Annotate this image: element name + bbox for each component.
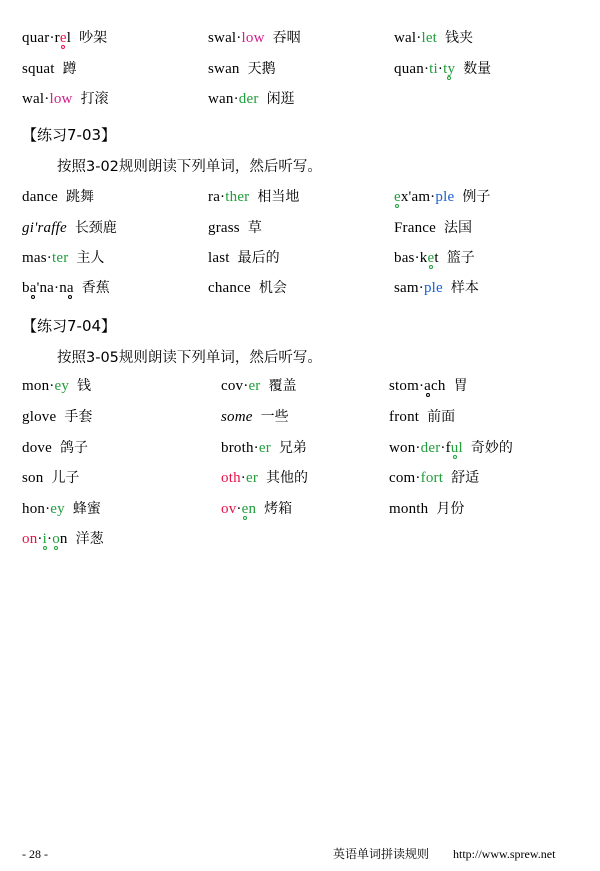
exercise-title: 【练习7-03】 (22, 126, 117, 144)
vocab-meaning: 鸽子 (59, 440, 88, 456)
word-segment: low (241, 30, 265, 46)
word-segment: stom· (389, 378, 425, 394)
vocab-meaning: 前面 (427, 409, 456, 425)
word-segment: · (236, 501, 242, 517)
word-segment: e (59, 30, 67, 46)
vocab-word (22, 409, 56, 425)
word-segment: ther (225, 189, 250, 205)
vocab-meaning: 洋葱 (75, 531, 104, 547)
vocab-word (394, 189, 454, 205)
vocab-row (0, 527, 600, 551)
word-segment: quan· (394, 61, 430, 77)
word-segment: com· (389, 470, 421, 486)
vocab-meaning: 例子 (462, 189, 491, 205)
word-segment: quar·r (22, 30, 60, 46)
vocab-word (22, 501, 65, 517)
vocab-row (0, 497, 600, 521)
word-segment: ty (443, 61, 456, 77)
exercise-instruction: 按照3-05规则朗读下列单词，然后听写。 (57, 350, 322, 366)
exercise-instruction: 按照3-02规则朗读下列单词，然后听写。 (57, 159, 322, 175)
word-segment: ·f (440, 440, 451, 456)
vocab-word (208, 61, 240, 77)
vocab-entry (22, 497, 101, 521)
vocab-word (221, 440, 271, 456)
word-segment: der (238, 91, 259, 107)
word-segment: wal· (22, 91, 50, 107)
word-segment: hon· (22, 501, 51, 517)
vocab-word (22, 470, 43, 486)
vocab-meaning: 月份 (436, 501, 465, 517)
vocab-entry (208, 57, 276, 81)
word-segment: · (240, 470, 246, 486)
word-segment: 'na·n (36, 280, 67, 296)
vocab-word (389, 470, 443, 486)
word-segment: a (66, 280, 74, 296)
word-segment: dove (22, 440, 52, 456)
word-segment: son (22, 470, 44, 486)
vocab-word (221, 470, 258, 486)
vocab-meaning: 样本 (450, 280, 479, 296)
word-segment: ter (51, 250, 69, 266)
word-segment: er (245, 470, 259, 486)
vocab-meaning: 长颈鹿 (74, 220, 117, 236)
vocab-entry (389, 436, 513, 460)
vocab-word (208, 30, 265, 46)
vocab-entry (22, 216, 117, 240)
vocab-word (389, 409, 419, 425)
word-segment: cov· (221, 378, 249, 394)
word-segment: wan· (208, 91, 239, 107)
word-segment: let (421, 30, 438, 46)
vocab-meaning: 胃 (453, 378, 468, 394)
vocab-word (22, 440, 52, 456)
word-segment: swal· (208, 30, 242, 46)
word-segment: low (49, 91, 73, 107)
vocab-word (22, 378, 69, 394)
vocab-entry (208, 26, 301, 50)
word-segment: won· (389, 440, 421, 456)
vocab-meaning: 机会 (258, 280, 287, 296)
page-number: - 28 - (22, 847, 48, 861)
vocab-entry (394, 185, 490, 209)
vocab-word (394, 61, 455, 77)
vocab-row (0, 57, 600, 81)
vocab-meaning: 跳舞 (65, 189, 94, 205)
vocab-entry (208, 276, 287, 300)
vocab-entry (389, 374, 468, 398)
word-segment: ple (423, 280, 443, 296)
word-segment: swan (208, 61, 240, 77)
vocab-entry (208, 216, 262, 240)
book-title: 英语单词拼读规则 (333, 847, 430, 861)
word-segment: · (437, 61, 444, 77)
word-segment: France (394, 220, 437, 236)
word-segment: front (389, 409, 420, 425)
vocab-meaning: 手套 (64, 409, 93, 425)
vocab-entry (22, 405, 92, 429)
vocab-meaning: 打滚 (80, 91, 109, 107)
vocab-meaning: 篮子 (446, 250, 475, 266)
vocab-entry (208, 87, 295, 111)
vocab-entry (221, 374, 297, 398)
vocab-entry (22, 185, 94, 209)
vocab-entry (221, 466, 308, 490)
vocab-row (0, 436, 600, 460)
vocab-row (0, 246, 600, 270)
word-segment: bas·k (394, 250, 428, 266)
vocab-meaning: 法国 (444, 220, 473, 236)
vocab-entry (22, 246, 104, 270)
vocab-word (208, 220, 240, 236)
word-segment: mas· (22, 250, 52, 266)
word-segment: broth· (221, 440, 259, 456)
word-segment: sam· (394, 280, 424, 296)
vocab-meaning: 吵架 (79, 30, 108, 46)
word-segment: fort (420, 470, 444, 486)
vocab-row (0, 276, 600, 300)
word-segment: ple (435, 189, 455, 205)
word-segment: n (248, 501, 257, 517)
word-segment: · (46, 531, 53, 547)
word-segment: u (450, 440, 459, 456)
vocab-meaning: 兄弟 (278, 440, 307, 456)
vocab-entry (221, 405, 289, 429)
vocab-word (389, 378, 446, 394)
vocab-word (389, 440, 463, 456)
word-segment: ti (429, 61, 438, 77)
word-segment: ra· (208, 189, 226, 205)
vocab-entry (208, 185, 299, 209)
vocab-word (22, 189, 58, 205)
vocab-word (208, 91, 259, 107)
vocab-entry (389, 497, 464, 521)
vocab-row (0, 87, 600, 111)
site-url: http://www.sprew.net (453, 847, 556, 861)
vocab-meaning: 最后的 (237, 250, 280, 266)
vocab-word (221, 409, 253, 425)
vocab-row (0, 185, 600, 209)
word-segment: t (434, 250, 439, 266)
word-segment: chance (208, 280, 251, 296)
word-segment: i (42, 531, 47, 547)
vocab-word (22, 531, 68, 547)
vocab-word (394, 280, 443, 296)
vocab-entry (221, 436, 307, 460)
vocab-entry (22, 57, 77, 81)
vocab-word (22, 280, 74, 296)
word-segment: · (37, 531, 43, 547)
vocab-meaning: 钱夹 (445, 30, 474, 46)
word-segment: gi'raffe (22, 220, 67, 236)
word-segment: x'am· (400, 189, 436, 205)
vocab-word (208, 250, 230, 266)
word-segment: e (427, 250, 435, 266)
vocab-word (221, 378, 261, 394)
vocab-word (208, 189, 249, 205)
vocab-word (22, 250, 68, 266)
vocab-entry (22, 87, 109, 111)
vocab-entry (22, 276, 110, 300)
vocab-word (22, 30, 71, 46)
word-segment: dance (22, 189, 58, 205)
vocab-meaning: 奇妙的 (470, 440, 513, 456)
vocab-entry (221, 497, 292, 521)
word-segment: er (248, 378, 261, 394)
vocab-entry (22, 436, 88, 460)
vocab-row (0, 216, 600, 240)
word-segment: wal· (394, 30, 422, 46)
vocab-entry (394, 276, 479, 300)
word-segment: l (458, 440, 463, 456)
vocab-row (0, 466, 600, 490)
vocab-meaning: 舒适 (451, 470, 480, 486)
vocab-word (208, 280, 251, 296)
vocab-meaning: 钱 (77, 378, 92, 394)
word-segment: squat (22, 61, 55, 77)
vocab-entry (22, 26, 107, 50)
vocab-meaning: 蜂蜜 (72, 501, 101, 517)
vocab-meaning: 天鹅 (247, 61, 276, 77)
word-segment: b (22, 280, 30, 296)
vocab-entry (208, 246, 280, 270)
word-segment: glove (22, 409, 57, 425)
word-segment: ov (221, 501, 237, 517)
vocab-meaning: 烤箱 (264, 501, 293, 517)
vocab-meaning: 主人 (76, 250, 105, 266)
vocab-meaning: 蹲 (62, 61, 77, 77)
vocab-meaning: 吞咽 (272, 30, 301, 46)
word-segment: ey (50, 501, 65, 517)
word-segment: on (22, 531, 38, 547)
word-segment: grass (208, 220, 240, 236)
word-segment: a (424, 378, 432, 394)
vocab-meaning: 闲逛 (266, 91, 295, 107)
exercise-title: 【练习7-04】 (22, 317, 117, 335)
word-segment: e (394, 189, 401, 205)
vocab-word (221, 501, 256, 517)
vocab-row (0, 405, 600, 429)
vocab-meaning: 草 (247, 220, 262, 236)
vocab-meaning: 数量 (463, 61, 492, 77)
word-segment: n (59, 531, 68, 547)
word-segment: o (52, 531, 60, 547)
vocab-entry (394, 26, 473, 50)
word-segment: mon· (22, 378, 55, 394)
vocab-word (22, 61, 55, 77)
vocab-meaning: 儿子 (51, 470, 80, 486)
word-segment: der (420, 440, 441, 456)
word-segment: er (258, 440, 271, 456)
vocab-meaning: 覆盖 (268, 378, 297, 394)
vocab-entry (394, 246, 475, 270)
vocab-entry (394, 57, 491, 81)
word-segment: ey (54, 378, 70, 394)
word-segment: ch (431, 378, 446, 394)
word-segment: last (208, 250, 230, 266)
word-segment: l (66, 30, 72, 46)
vocab-entry (22, 466, 79, 490)
vocab-meaning: 香蕉 (81, 280, 110, 296)
vocab-word (22, 220, 67, 236)
vocab-word (394, 250, 439, 266)
word-segment: oth (221, 470, 241, 486)
vocab-entry (22, 374, 91, 398)
vocab-row (0, 26, 600, 50)
word-segment: a (29, 280, 37, 296)
vocab-word (389, 501, 428, 517)
vocab-meaning: 相当地 (257, 189, 300, 205)
vocab-word (22, 91, 73, 107)
vocab-word (394, 30, 437, 46)
vocab-entry (389, 466, 479, 490)
vocab-entry (22, 527, 104, 551)
vocab-entry (389, 405, 455, 429)
vocab-meaning: 一些 (260, 409, 289, 425)
vocab-word (394, 220, 436, 236)
vocab-row (0, 374, 600, 398)
word-segment: some (221, 409, 253, 425)
word-segment: e (241, 501, 249, 517)
vocab-meaning: 其他的 (266, 470, 309, 486)
word-segment: month (389, 501, 429, 517)
vocab-entry (394, 216, 472, 240)
